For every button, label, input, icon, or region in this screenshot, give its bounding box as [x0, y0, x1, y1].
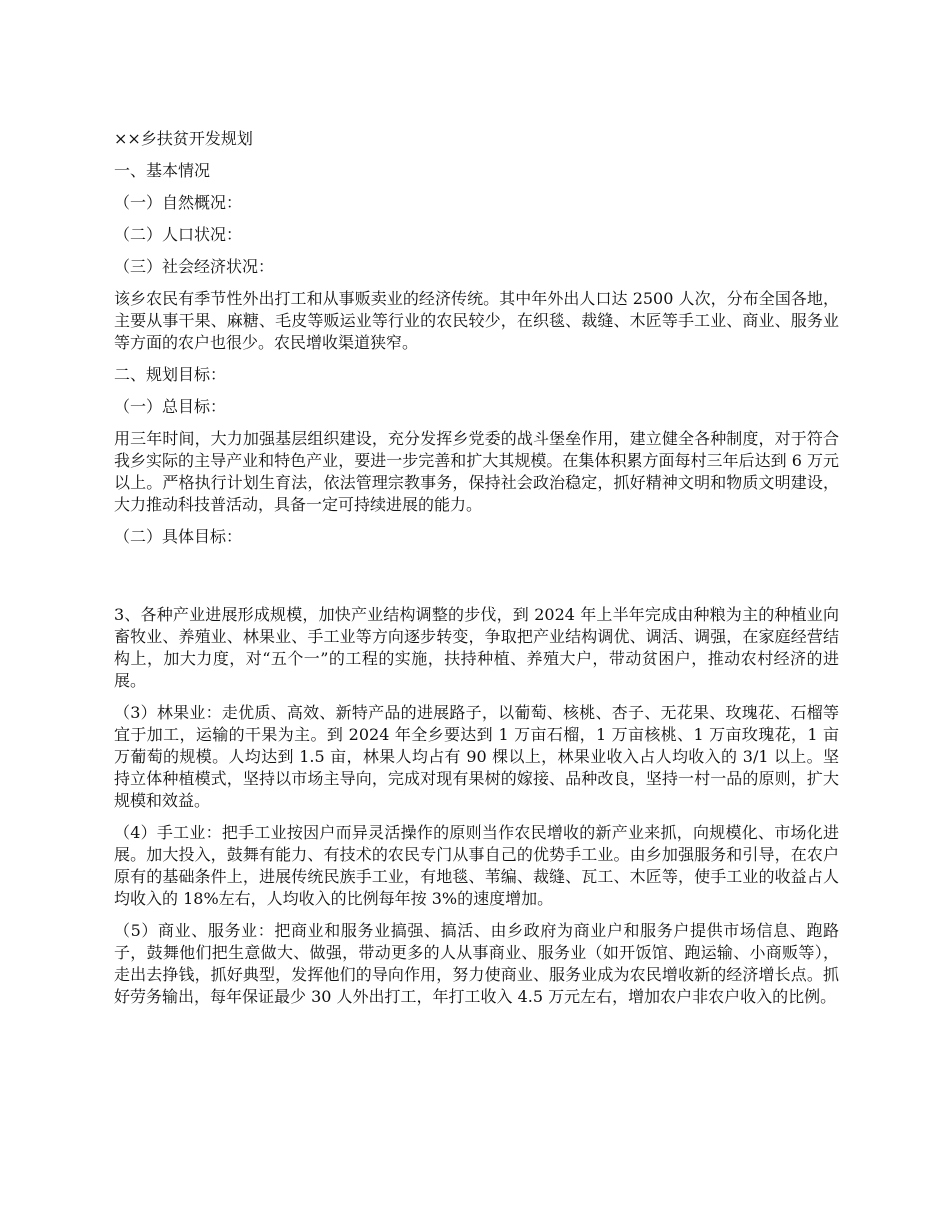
section-heading-basic: 一、基本情况 — [114, 161, 211, 180]
document-body — [114, 128, 839, 1018]
document-title: ××乡扶贫开发规划 — [114, 129, 253, 148]
subheading-natural: （一）自然概况： — [114, 193, 243, 212]
paragraph-economy: 该乡农民有季节性外出打工和从事贩卖业的经济传统。其中年外出人口达 2500 人次，分布全国各地，主要从事干果、麻糖、毛皮等贩运业等行业的农民较少，在织毯、裁缝、木匠等手工业、商业、服务业等方面的农户也很少。农民增收渠道狭窄。 — [114, 289, 839, 352]
subheading-overall-goal: （一）总目标： — [114, 397, 227, 416]
blank-gap — [114, 558, 839, 604]
subheading-population: （二）人口状况： — [114, 225, 243, 244]
paragraph-forestry: （3）林果业：走优质、高效、新特产品的进展路子，以葡萄、核桃、杏子、无花果、玫瑰花、石榴等宜于加工，运输的干果为主。到 2024 年全乡要达到 1 万亩石榴，1 万亩核桃、1 万亩玫瑰花，1 亩万葡萄的规模。人均达到 1.5 亩，林果人均占有 90 棵以上，林果业收入占人均收入的 3/1 以上。坚持立体种植模式，坚持以市场主导向，完成对现有果树的嫁接、品种改良，坚持一村一品的原则，扩大规模和效益。 — [114, 703, 839, 810]
paragraph-handicraft: （4）手工业：把手工业按因户而异灵活操作的原则当作农民增收的新产业来抓，向规模化、市场化进展。加大投入，鼓舞有能力、有技术的农民专门从事自己的优势手工业。由乡加强服务和引导，在农户原有的基础条件上，进展传统民族手工业，有地毯、苇编、裁缝、瓦工、木匠等，使手工业的收益占人均收入的 18%左右，人均收入的比例每年按 3%的速度增加。 — [114, 823, 839, 908]
paragraph-overall-goal: 用三年时间，大力加强基层组织建设，充分发挥乡党委的战斗堡垒作用，建立健全各种制度，对于符合我乡实际的主导产业和特色产业，要进一步完善和扩大其规模。在集体积累方面每村三年后达到 6 万元以上。严格执行计划生育法，依法管理宗教事务，保持社会政治稳定，抓好精神文明和物质文明建设，大力推动科技普活动，具备一定可持续进展的能力。 — [114, 429, 839, 514]
subheading-economy: （三）社会经济状况： — [114, 257, 275, 276]
section-heading-goals: 二、规划目标： — [114, 365, 227, 384]
paragraph-commerce: （5）商业、服务业：把商业和服务业搞强、搞活、由乡政府为商业户和服务户提供市场信息、跑路子，鼓舞他们把生意做大、做强，带动更多的人从事商业、服务业（如开饭馆、跑运输、小商贩等），走出去挣钱，抓好典型，发挥他们的导向作用，努力使商业、服务业成为农民增收新的经济增长点。抓好劳务输出，每年保证最少 30 人外出打工，年打工收入 4.5 万元左右，增加农户非农户收入的比例。 — [114, 921, 839, 1006]
subheading-specific-goals: （二）具体目标： — [114, 527, 243, 546]
paragraph-industry-scale: 3、各种产业进展形成规模，加快产业结构调整的步伐，到 2024 年上半年完成由种粮为主的种植业向畜牧业、养殖业、林果业、手工业等方向逐步转变，争取把产业结构调优、调活、调强，在家庭经营结构上，加大力度，对“五个一”的工程的实施，扶持种植、养殖大户，带动贫困户，推动农村经济的进展。 — [114, 605, 839, 690]
